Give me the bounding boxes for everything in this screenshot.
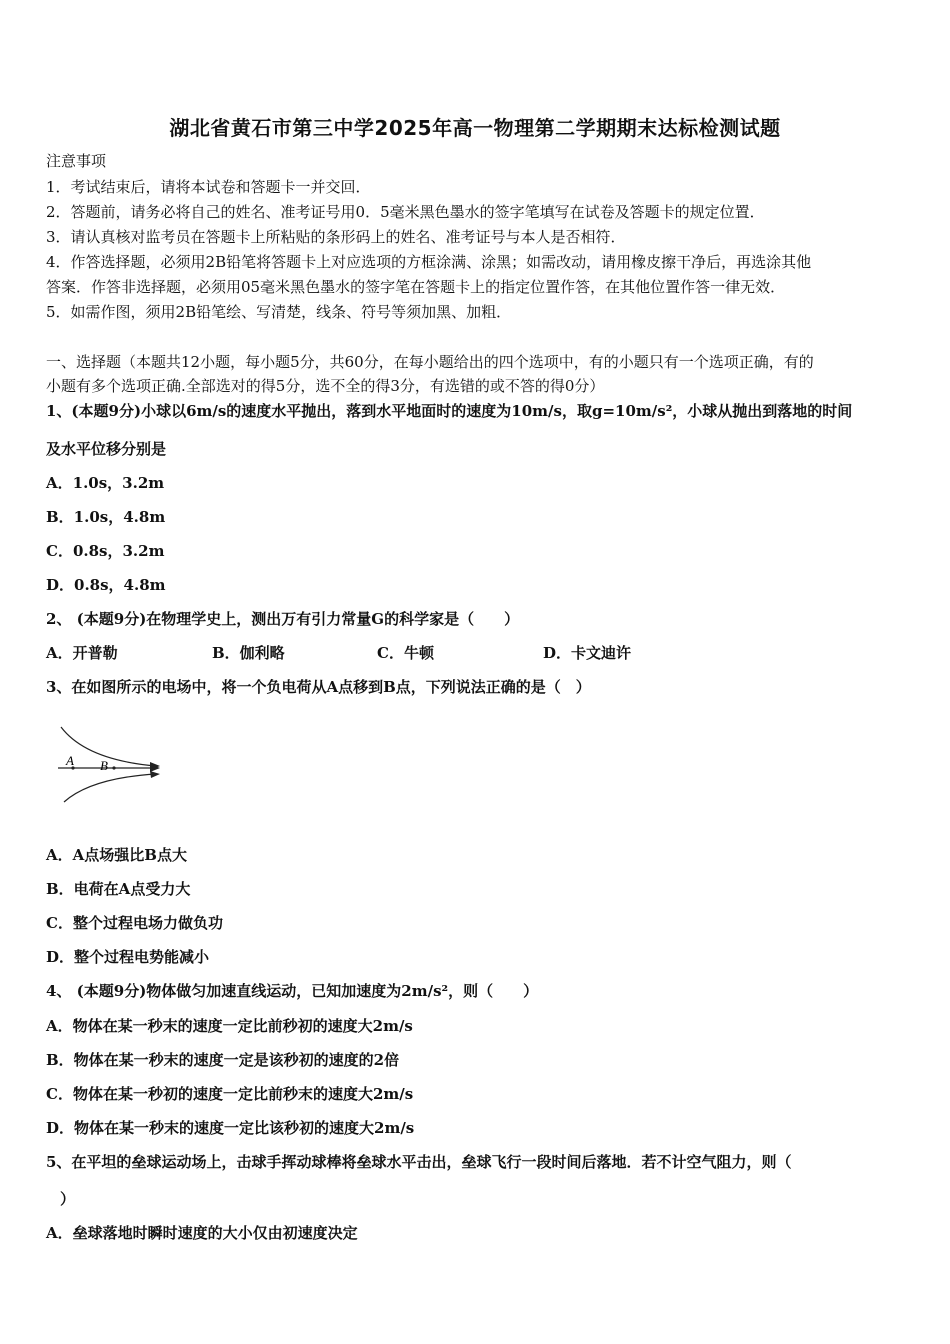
q1-option-b: B．1.0s，4.8m	[46, 508, 166, 526]
electric-field-diagram	[56, 722, 166, 807]
section-heading-line2: 小题有多个选项正确.全部选对的得5分，选不全的得3分，有选错的或不答的得0分）	[46, 377, 605, 395]
notice-item-3: 3．请认真核对监考员在答题卡上所粘贴的条形码上的姓名、准考证号与本人是否相符．	[46, 228, 626, 246]
point-a-label: A	[66, 753, 74, 768]
q4-option-a: A．物体在某一秒末的速度一定比前秒初的速度大2m/s	[46, 1017, 413, 1035]
point-b-marker	[112, 766, 115, 769]
q5-stem-line1: 5、在平坦的垒球运动场上，击球手挥动球棒将垒球水平击出，垒球飞行一段时间后落地．若不计空气阻力，则（	[46, 1153, 792, 1171]
q3-option-a: A．A点场强比B点大	[46, 846, 187, 864]
notice-item-1: 1．考试结束后，请将本试卷和答题卡一并交回．	[46, 178, 371, 196]
notice-item-2: 2．答题前，请务必将自己的姓名、准考证号用0．5毫米黑色墨水的签字笔填写在试卷及答题卡的规定位置．	[46, 203, 765, 221]
q2-option-c: C．牛顿	[377, 644, 434, 662]
q5-option-a: A．垒球落地时瞬时速度的大小仅由初速度决定	[46, 1224, 358, 1242]
q5-stem-line2: ）	[60, 1190, 76, 1208]
page-title: 湖北省黄石市第三中学2025年高一物理第二学期期末达标检测试题	[169, 116, 781, 140]
q1-stem-line2: 及水平位移分别是	[46, 440, 167, 458]
q2-stem: 2、 (本题9分)在物理学史上，测出万有引力常量G的科学家是（ ）	[46, 610, 520, 628]
q1-stem-line1: 1、(本题9分)小球以6m/s的速度水平抛出，落到水平地面时的速度为10m/s，取g=10m/s²，小球从抛出到落地的时间	[46, 402, 853, 420]
q1-option-d: D．0.8s，4.8m	[46, 576, 166, 594]
q1-option-c: C．0.8s，3.2m	[46, 542, 165, 560]
q4-option-c: C．物体在某一秒初的速度一定比前秒末的速度大2m/s	[46, 1085, 414, 1103]
q2-option-d: D．卡文迪许	[543, 644, 632, 662]
q3-option-c: C．整个过程电场力做负功	[46, 914, 223, 932]
q3-option-b: B．电荷在A点受力大	[46, 880, 191, 898]
point-b-label: B	[100, 758, 108, 773]
q4-option-d: D．物体在某一秒末的速度一定比该秒初的速度大2m/s	[46, 1119, 415, 1137]
field-line-bottom	[64, 774, 156, 802]
q2-option-b: B．伽利略	[212, 644, 285, 662]
notice-item-4: 4．作答选择题，必须用2B铅笔将答题卡上对应选项的方框涂满、涂黑；如需改动，请用橡皮擦干净后，再选涂其他	[46, 253, 812, 271]
q2-option-a: A．开普勒	[46, 644, 118, 662]
field-line-top	[61, 727, 156, 766]
notice-item-4-cont: 答案．作答非选择题，必须用05毫米黑色墨水的签字笔在答题卡上的指定位置作答，在其他位置作答一律无效．	[46, 278, 786, 296]
notice-item-5: 5．如需作图，须用2B铅笔绘、写清楚，线条、符号等须加黑、加粗．	[46, 303, 512, 321]
q1-option-a: A．1.0s，3.2m	[46, 474, 165, 492]
notice-heading: 注意事项	[46, 152, 107, 170]
q4-option-b: B．物体在某一秒末的速度一定是该秒初的速度的2倍	[46, 1051, 400, 1069]
q3-stem: 3、在如图所示的电场中，将一个负电荷从A点移到B点，下列说法正确的是（ ）	[46, 678, 591, 696]
section-heading-line1: 一、选择题（本题共12小题，每小题5分，共60分，在每小题给出的四个选项中，有的小题只有一个选项正确，有的	[46, 353, 814, 371]
q3-option-d: D．整个过程电势能减小	[46, 948, 210, 966]
arrowhead-bottom	[150, 771, 160, 778]
q4-stem: 4、 (本题9分)物体做匀加速直线运动，已知加速度为2m/s²，则（ ）	[46, 982, 539, 1000]
